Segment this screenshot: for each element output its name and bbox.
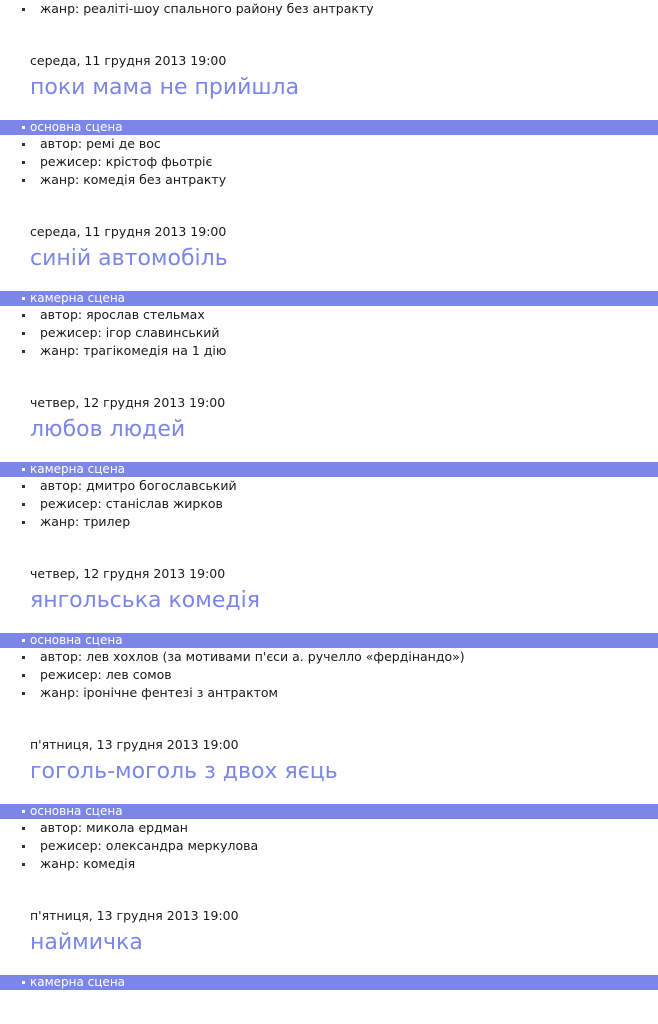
spacer (0, 189, 658, 223)
list-item: жанр: комедія без антракту (0, 171, 658, 189)
spacer (0, 18, 658, 52)
bullet-icon (22, 810, 25, 813)
list-item: режисер: олександра меркулова (0, 837, 658, 855)
schedule-entry (0, 565, 658, 702)
page-title (0, 244, 658, 274)
entry-title-link[interactable]: синій автомобіль (30, 246, 228, 271)
list-item: жанр: трилер (0, 513, 658, 531)
spacer (0, 702, 658, 736)
list-item: жанр: комедія (0, 855, 658, 873)
stage-banner (0, 804, 658, 819)
bullet-icon (22, 468, 25, 471)
stage-label: основна сцена (30, 633, 123, 647)
stage-label: основна сцена (30, 120, 123, 134)
stage-banner (0, 975, 658, 990)
spacer (0, 360, 658, 394)
entry-details-list (0, 477, 658, 531)
entry-details-list (0, 135, 658, 189)
stage-label: камерна сцена (30, 462, 126, 476)
entry-date: п'ятниця, 13 грудня 2013 19:00 (30, 737, 239, 752)
list-item: режисер: лев сомов (0, 666, 658, 684)
entry-title-link[interactable]: любов людей (30, 417, 186, 442)
entry-title-link[interactable]: янгольська комедія (30, 588, 260, 613)
schedule-entry (0, 223, 658, 360)
stage-label: основна сцена (30, 804, 123, 818)
entry-title-link[interactable]: гоголь-моголь з двох яєць (30, 759, 338, 784)
bullet-icon (22, 981, 25, 984)
schedule-entry (0, 52, 658, 189)
entry-date: середа, 11 грудня 2013 19:00 (30, 224, 227, 239)
list-item: жанр: реаліті-шоу спального району без антракту (0, 0, 658, 18)
page-title (0, 586, 658, 616)
entry-date: середа, 11 грудня 2013 19:00 (30, 53, 227, 68)
bullet-icon (22, 126, 25, 129)
list-item: автор: лев хохлов (за мотивами п'єси а. ручелло «фердінандо») (0, 648, 658, 666)
spacer (0, 873, 658, 907)
partial-details-list (0, 0, 658, 18)
page-title (0, 415, 658, 445)
entry-details-list (0, 648, 658, 702)
entry-date: п'ятниця, 13 грудня 2013 19:00 (30, 908, 239, 923)
bullet-icon (22, 639, 25, 642)
list-item: автор: дмитро богославський (0, 477, 658, 495)
schedule-entry (0, 394, 658, 531)
entry-title-link[interactable]: наймичка (30, 930, 143, 955)
list-item: автор: ярослав стельмах (0, 306, 658, 324)
page-title (0, 757, 658, 787)
page-title (0, 73, 658, 103)
entry-details-list (0, 306, 658, 360)
stage-banner (0, 633, 658, 648)
stage-banner (0, 120, 658, 135)
stage-banner (0, 462, 658, 477)
list-item: жанр: трагікомедія на 1 дію (0, 342, 658, 360)
list-item: автор: ремі де вос (0, 135, 658, 153)
entry-title-link[interactable]: поки мама не прийшла (30, 75, 300, 100)
entry-date: четвер, 12 грудня 2013 19:00 (30, 395, 226, 410)
list-item: автор: микола ердман (0, 819, 658, 837)
bullet-icon (22, 297, 25, 300)
schedule-entry (0, 907, 658, 990)
spacer (0, 531, 658, 565)
list-item: режисер: ігор славинський (0, 324, 658, 342)
entry-details-list (0, 819, 658, 873)
stage-banner (0, 291, 658, 306)
page-title (0, 928, 658, 958)
list-item: режисер: крістоф фьотріє (0, 153, 658, 171)
list-item: жанр: іронічне фентезі з антрактом (0, 684, 658, 702)
stage-label: камерна сцена (30, 291, 126, 305)
schedule-entry (0, 736, 658, 873)
list-item: режисер: станіслав жирков (0, 495, 658, 513)
stage-label: камерна сцена (30, 975, 126, 989)
entry-date: четвер, 12 грудня 2013 19:00 (30, 566, 226, 581)
